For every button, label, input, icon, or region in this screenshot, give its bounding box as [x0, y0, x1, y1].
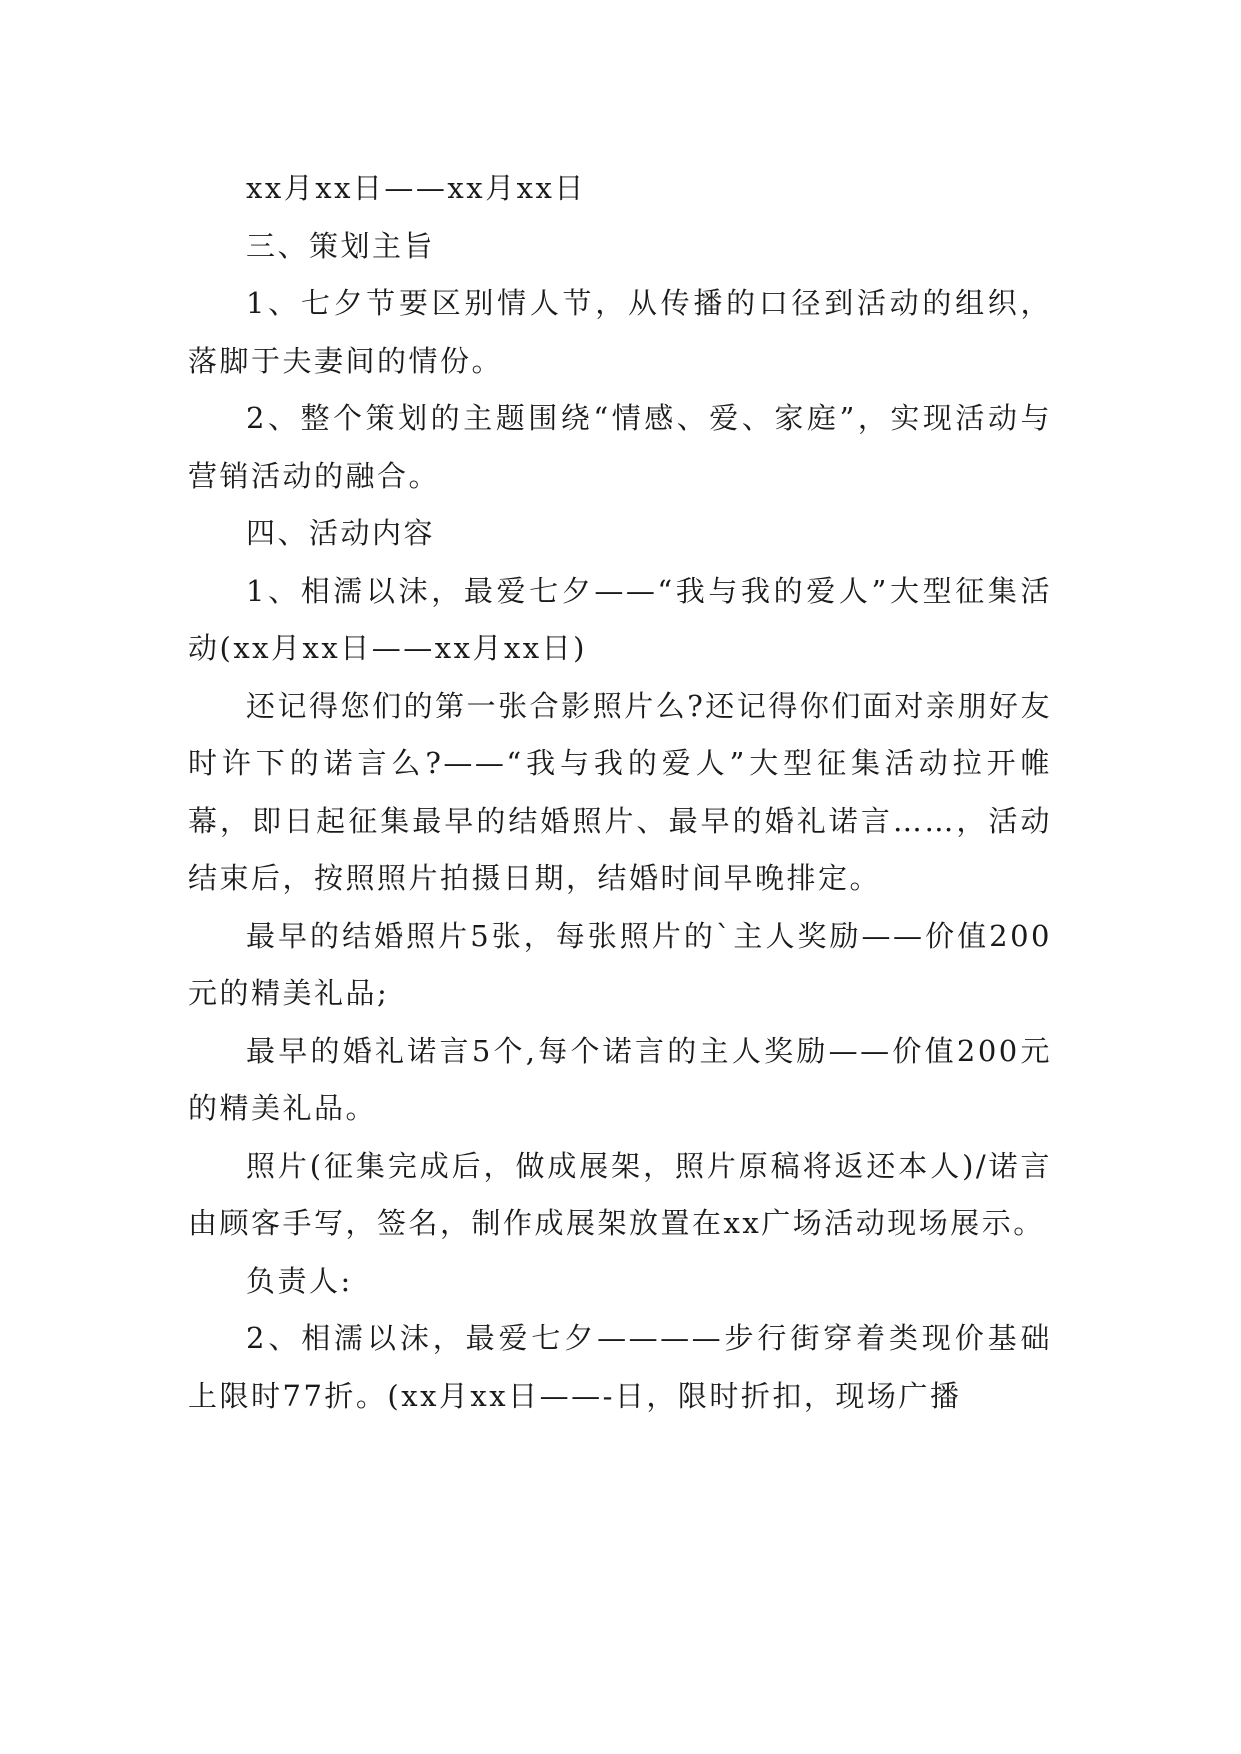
purpose-item-1: 1、七夕节要区别情人节，从传播的口径到活动的组织，落脚于夫妻间的情份。	[188, 286, 1052, 378]
prize-vows-paragraph: 最早的婚礼诺言5个,每个诺言的主人奖励——价值200元的精美礼品。	[188, 1033, 1052, 1125]
section-heading-activity-content: 四、活动内容	[246, 516, 436, 550]
prize-photos-paragraph: 最早的结婚照片5张，每张照片的`主人奖励——价值200元的精美礼品;	[188, 918, 1052, 1010]
display-arrangement-paragraph: 照片(征集完成后，做成展架，照片原稿将返还本人)/诺言由顾客手写，签名，制作成展架放置在xx广场活动现场展示。	[188, 1148, 1052, 1240]
activity-item-2-paragraph: 2、相濡以沫，最爱七夕————步行街穿着类现价基础上限时77折。(xx月xx日——-日，限时折扣，现场广播	[188, 1321, 1052, 1413]
activity-item-1-title: 1、相濡以沫，最爱七夕——“我与我的爱人”大型征集活动(xx月xx日——xx月xx日)	[188, 573, 1052, 665]
document-body	[188, 160, 1052, 1425]
section-heading-planning-purpose: 三、策划主旨	[246, 228, 436, 263]
activity-item-1-description: 还记得您们的第一张合影照片么?还记得你们面对亲朋好友时许下的诺言么?——“我与我的爱人”大型征集活动拉开帷幕，即日起征集最早的结婚照片、最早的婚礼诺言……，活动结束后，按照照片拍摄日期，结婚时间早晚排定。	[188, 688, 1052, 895]
person-in-charge-label: 负责人:	[246, 1263, 353, 1298]
date-range-paragraph: xx月xx日——xx月xx日	[246, 171, 586, 205]
purpose-item-2: 2、整个策划的主题围绕“情感、爱、家庭”，实现活动与营销活动的融合。	[188, 401, 1052, 493]
